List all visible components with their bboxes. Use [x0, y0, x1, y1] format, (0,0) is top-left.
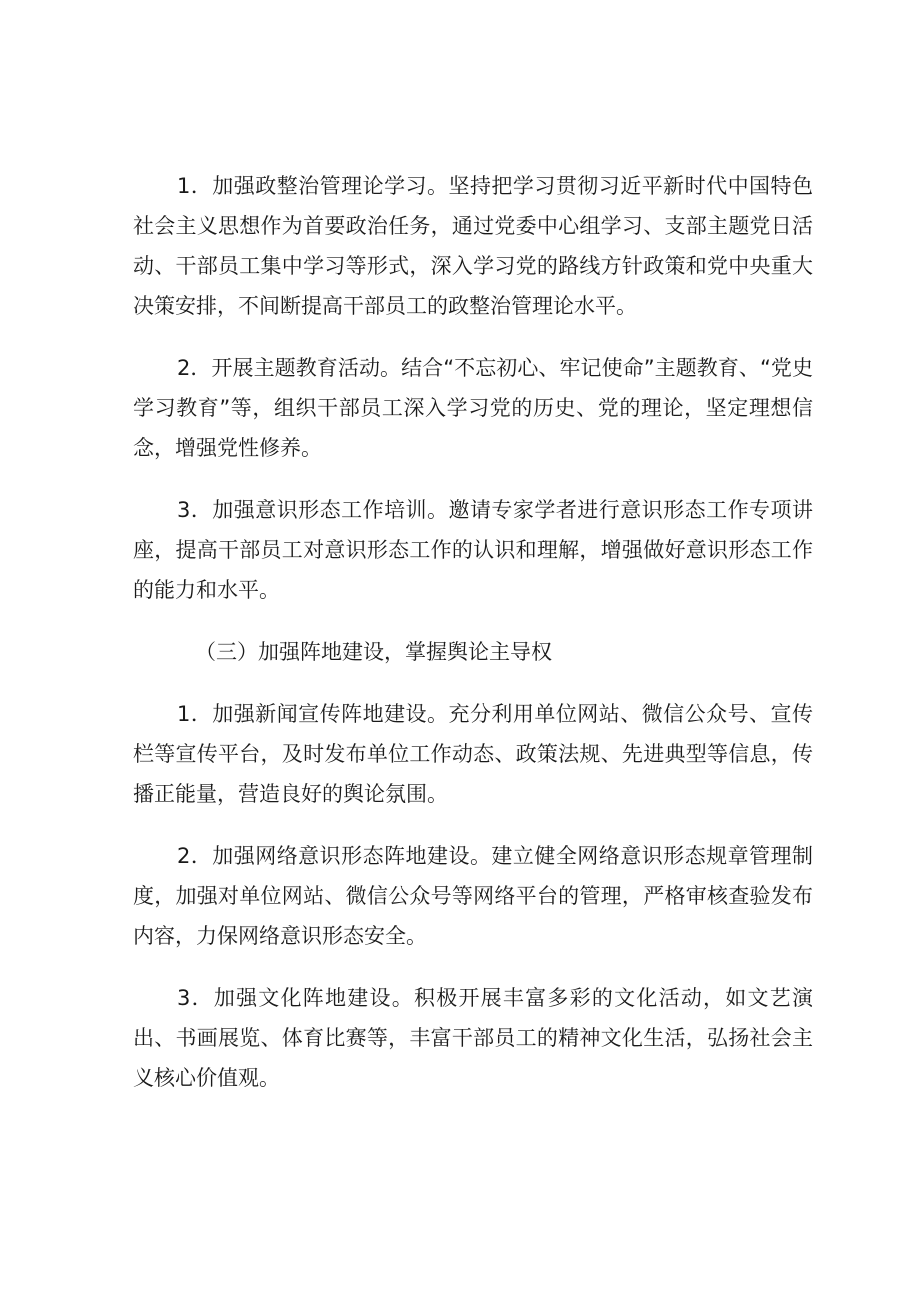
paragraph-ideology-training: 3．加强意识形态工作培训。邀请专家学者进行意识形态工作专项讲座，提高干部员工对意识形态工作的认识和理解，增强做好意识形态工作的能力和水平。 [133, 498, 813, 602]
paragraph-theme-education: 2．开展主题教育活动。结合“不忘初心、牢记使命”主题教育、“党史学习教育”等，组织干部员工深入学习党的历史、党的理论，坚定理想信念，增强党性修养。 [133, 356, 813, 460]
paragraph-culture-position: 3．加强文化阵地建设。积极开展丰富多彩的文化活动，如文艺演出、书画展览、体育比赛等，丰富干部员工的精神文化生活，弘扬社会主义核心价值观。 [133, 986, 813, 1090]
paragraph-news-publicity: 1．加强新闻宣传阵地建设。充分利用单位网站、微信公众号、宣传栏等宣传平台，及时发布单位工作动态、政策法规、先进典型等信息，传播正能量，营造良好的舆论氛围。 [133, 702, 813, 806]
paragraph-theory-study: 1．加强政整治管理论学习。坚持把学习贯彻习近平新时代中国特色社会主义思想作为首要政治任务，通过党委中心组学习、支部主题党日活动、干部员工集中学习等形式，深入学习党的路线方针政策和党中央重大决策安排，不间断提高干部员工的政整治管理论水平。 [133, 174, 813, 318]
document-body [133, 166, 813, 1120]
section-heading-position-building: （三）加强阵地建设，掌握舆论主导权 [195, 640, 552, 664]
paragraph-network-ideology: 2．加强网络意识形态阵地建设。建立健全网络意识形态规章管理制度，加强对单位网站、微信公众号等网络平台的管理，严格审核查验发布内容，力保网络意识形态安全。 [133, 844, 813, 948]
